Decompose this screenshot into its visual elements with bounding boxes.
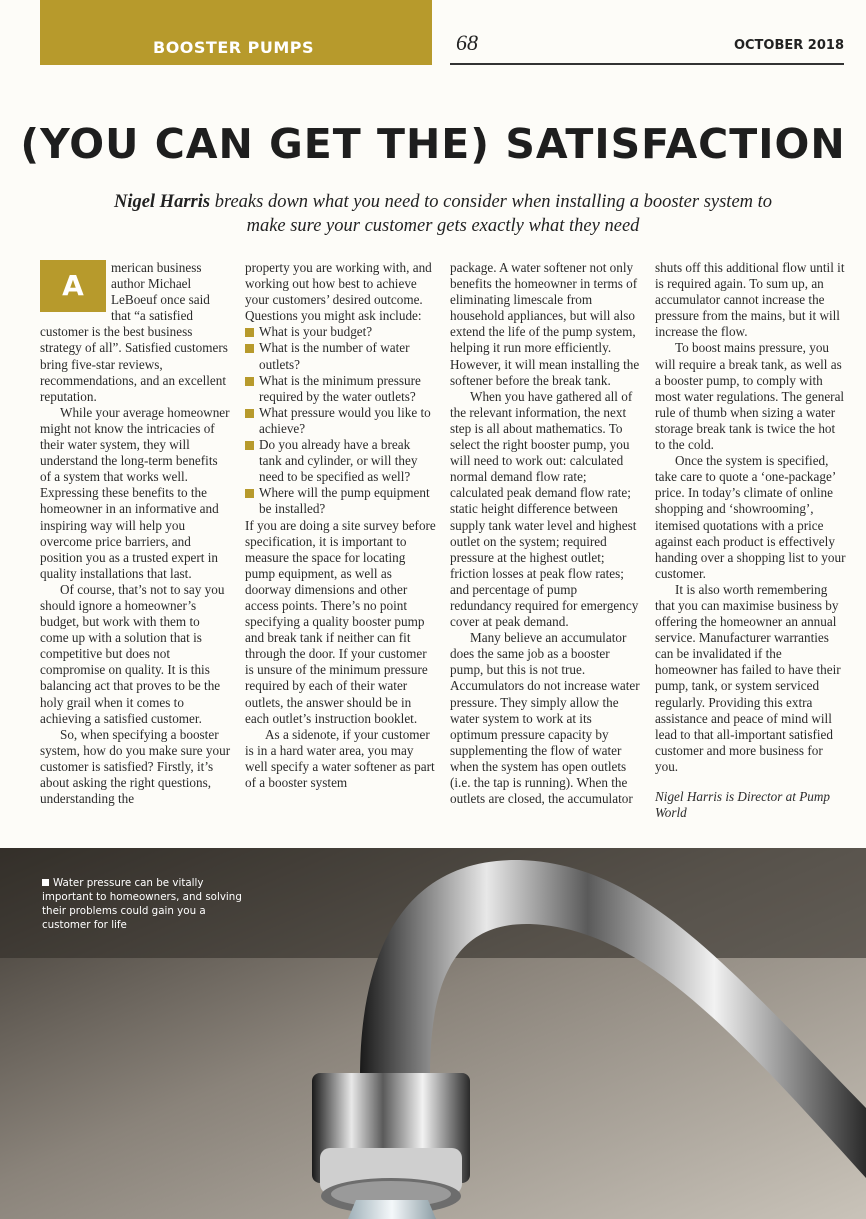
drop-cap: A <box>40 260 106 312</box>
paragraph: property you are working with, and working out how best to achieve your customers’ desired outcome. Questions you might ask include: <box>245 260 432 324</box>
list-item: What pressure would you like to achieve? <box>245 405 436 437</box>
list-item: What is your budget? <box>245 324 436 340</box>
standfirst-author: Nigel Harris <box>113 192 211 212</box>
article-headline: (YOU CAN GET THE) SATISFACTION <box>20 120 846 168</box>
standfirst-text: breaks down what you need to consider when installing a booster system to make sure your customer gets exactly what they need <box>210 192 773 236</box>
paragraph: Of course, that’s not to say you should ignore a homeowner’s budget, but work with them to come up with a solution that is competitive but does not compromise on quality. It is this balancing act that proves to be the holy grail when it comes to achieving a satisfied customer. <box>40 581 225 726</box>
paragraph: shuts off this additional flow until it is required again. To sum up, an accumulator cannot increase the pressure from the mains, but it will increase the flow. <box>655 260 845 340</box>
column-3 <box>450 260 641 835</box>
author-byline: Nigel Harris is Director at Pump World <box>655 789 830 821</box>
paragraph: If you are doing a site survey before specification, it is important to measure the space for locating pump equipment, as well as doorway dimensions and other access points. There’s no point specifying a quality booster pump and break tank if neither can fit through the door. If your customer is unsure of the minimum pressure required by each of their water outlets, the answer should be in each outlet’s instruction booklet. <box>245 517 436 726</box>
column-2 <box>245 260 436 835</box>
paragraph: Once the system is specified, take care to quote a ‘one-package’ price. In today’s climate of online shopping and ‘showrooming’, itemised quotations with a price against each product is effectively handing over a shopping list to your customer. <box>655 453 846 581</box>
list-item: Where will the pump equipment be installed? <box>245 485 436 517</box>
question-list <box>245 324 436 517</box>
paragraph: merican business author Michael LeBoeuf once said that “a satisfied customer is the best business strategy of all”. Satisfied customers bring five-star reviews, recommendations, and an excellent reputation. <box>40 260 228 404</box>
issue-date: OCTOBER 2018 <box>733 38 844 53</box>
page-number: 68 <box>456 30 478 55</box>
bullet-square-icon <box>245 489 254 498</box>
paragraph: While your average homeowner might not know the intricacies of their water system, they will understand the long-term benefits of a system that works well. Expressing these benefits to the homeowner in an informative and inspiring way will help you overcome price barriers, and position you as a trusted expert in quality installations that last. <box>40 404 230 581</box>
photo-caption: Water pressure can be vitally important to homeowners, and solving their problems could gain you a customer for life <box>42 877 242 931</box>
article-body <box>40 260 846 835</box>
list-item: What is the minimum pressure required by the water outlets? <box>245 373 436 405</box>
list-item: What is the number of water outlets? <box>245 340 436 372</box>
caption-bullet-icon <box>42 879 49 886</box>
paragraph: As a sidenote, if your customer is in a hard water area, you may well specify a water softener as part of a booster system <box>245 726 435 790</box>
column-4 <box>655 260 846 835</box>
bullet-square-icon <box>245 409 254 418</box>
paragraph: It is also worth remembering that you can maximise business by offering the homeowner an annual service. Manufacturer warranties can be invalidated if the homeowner has failed to have their pump, tank, or system serviced regularly. Providing this extra assistance and peace of mind will lead to that all-important satisfied customer and more business for you. <box>655 581 841 774</box>
paragraph: When you have gathered all of the relevant information, the next step is all about mathematics. To select the right booster pump, you will need to work out: calculated normal demand flow rate; calculated peak demand flow rate; static height difference between supply tank water level and highest outlet on the system; required pressure at the highest outlet; friction losses at peak flow rates; and percentage of pump redundancy required for emergency cover at peak demand. <box>450 388 639 630</box>
bullet-square-icon <box>245 377 254 386</box>
header-divider <box>450 63 844 65</box>
article-standfirst <box>100 190 786 238</box>
paragraph: Many believe an accumulator does the same job as a booster pump, but this is not true. Accumulators do not increase water pressure. They simply allow the water system to work at its optimum pressure capacity by supplementing the flow of water when the system has open outlets (i.e. the tap is running). When the outlets are closed, the accumulator <box>450 630 640 807</box>
paragraph: To boost mains pressure, you will require a break tank, as well as a booster pump, to comply with most water regulations. The general rule of thumb when sizing a water storage break tank is twice the hot to the cold. <box>655 340 845 453</box>
paragraph: package. A water softener not only benefits the homeowner in terms of eliminating limescale from household appliances, but will also extend the life of the pump system, helping it run more efficiently. However, it will mean installing the softener before the break tank. <box>450 260 640 388</box>
column-1 <box>40 260 231 835</box>
bullet-square-icon <box>245 441 254 450</box>
paragraph: So, when specifying a booster system, how do you make sure your customer is satisfied? Firstly, it’s about asking the right questions, understanding the <box>40 726 231 807</box>
bullet-square-icon <box>245 344 254 353</box>
list-item: Do you already have a break tank and cylinder, or will they need to be specified as well? <box>245 437 436 485</box>
bullet-square-icon <box>245 328 254 337</box>
section-label: BOOSTER PUMPS <box>153 38 315 57</box>
